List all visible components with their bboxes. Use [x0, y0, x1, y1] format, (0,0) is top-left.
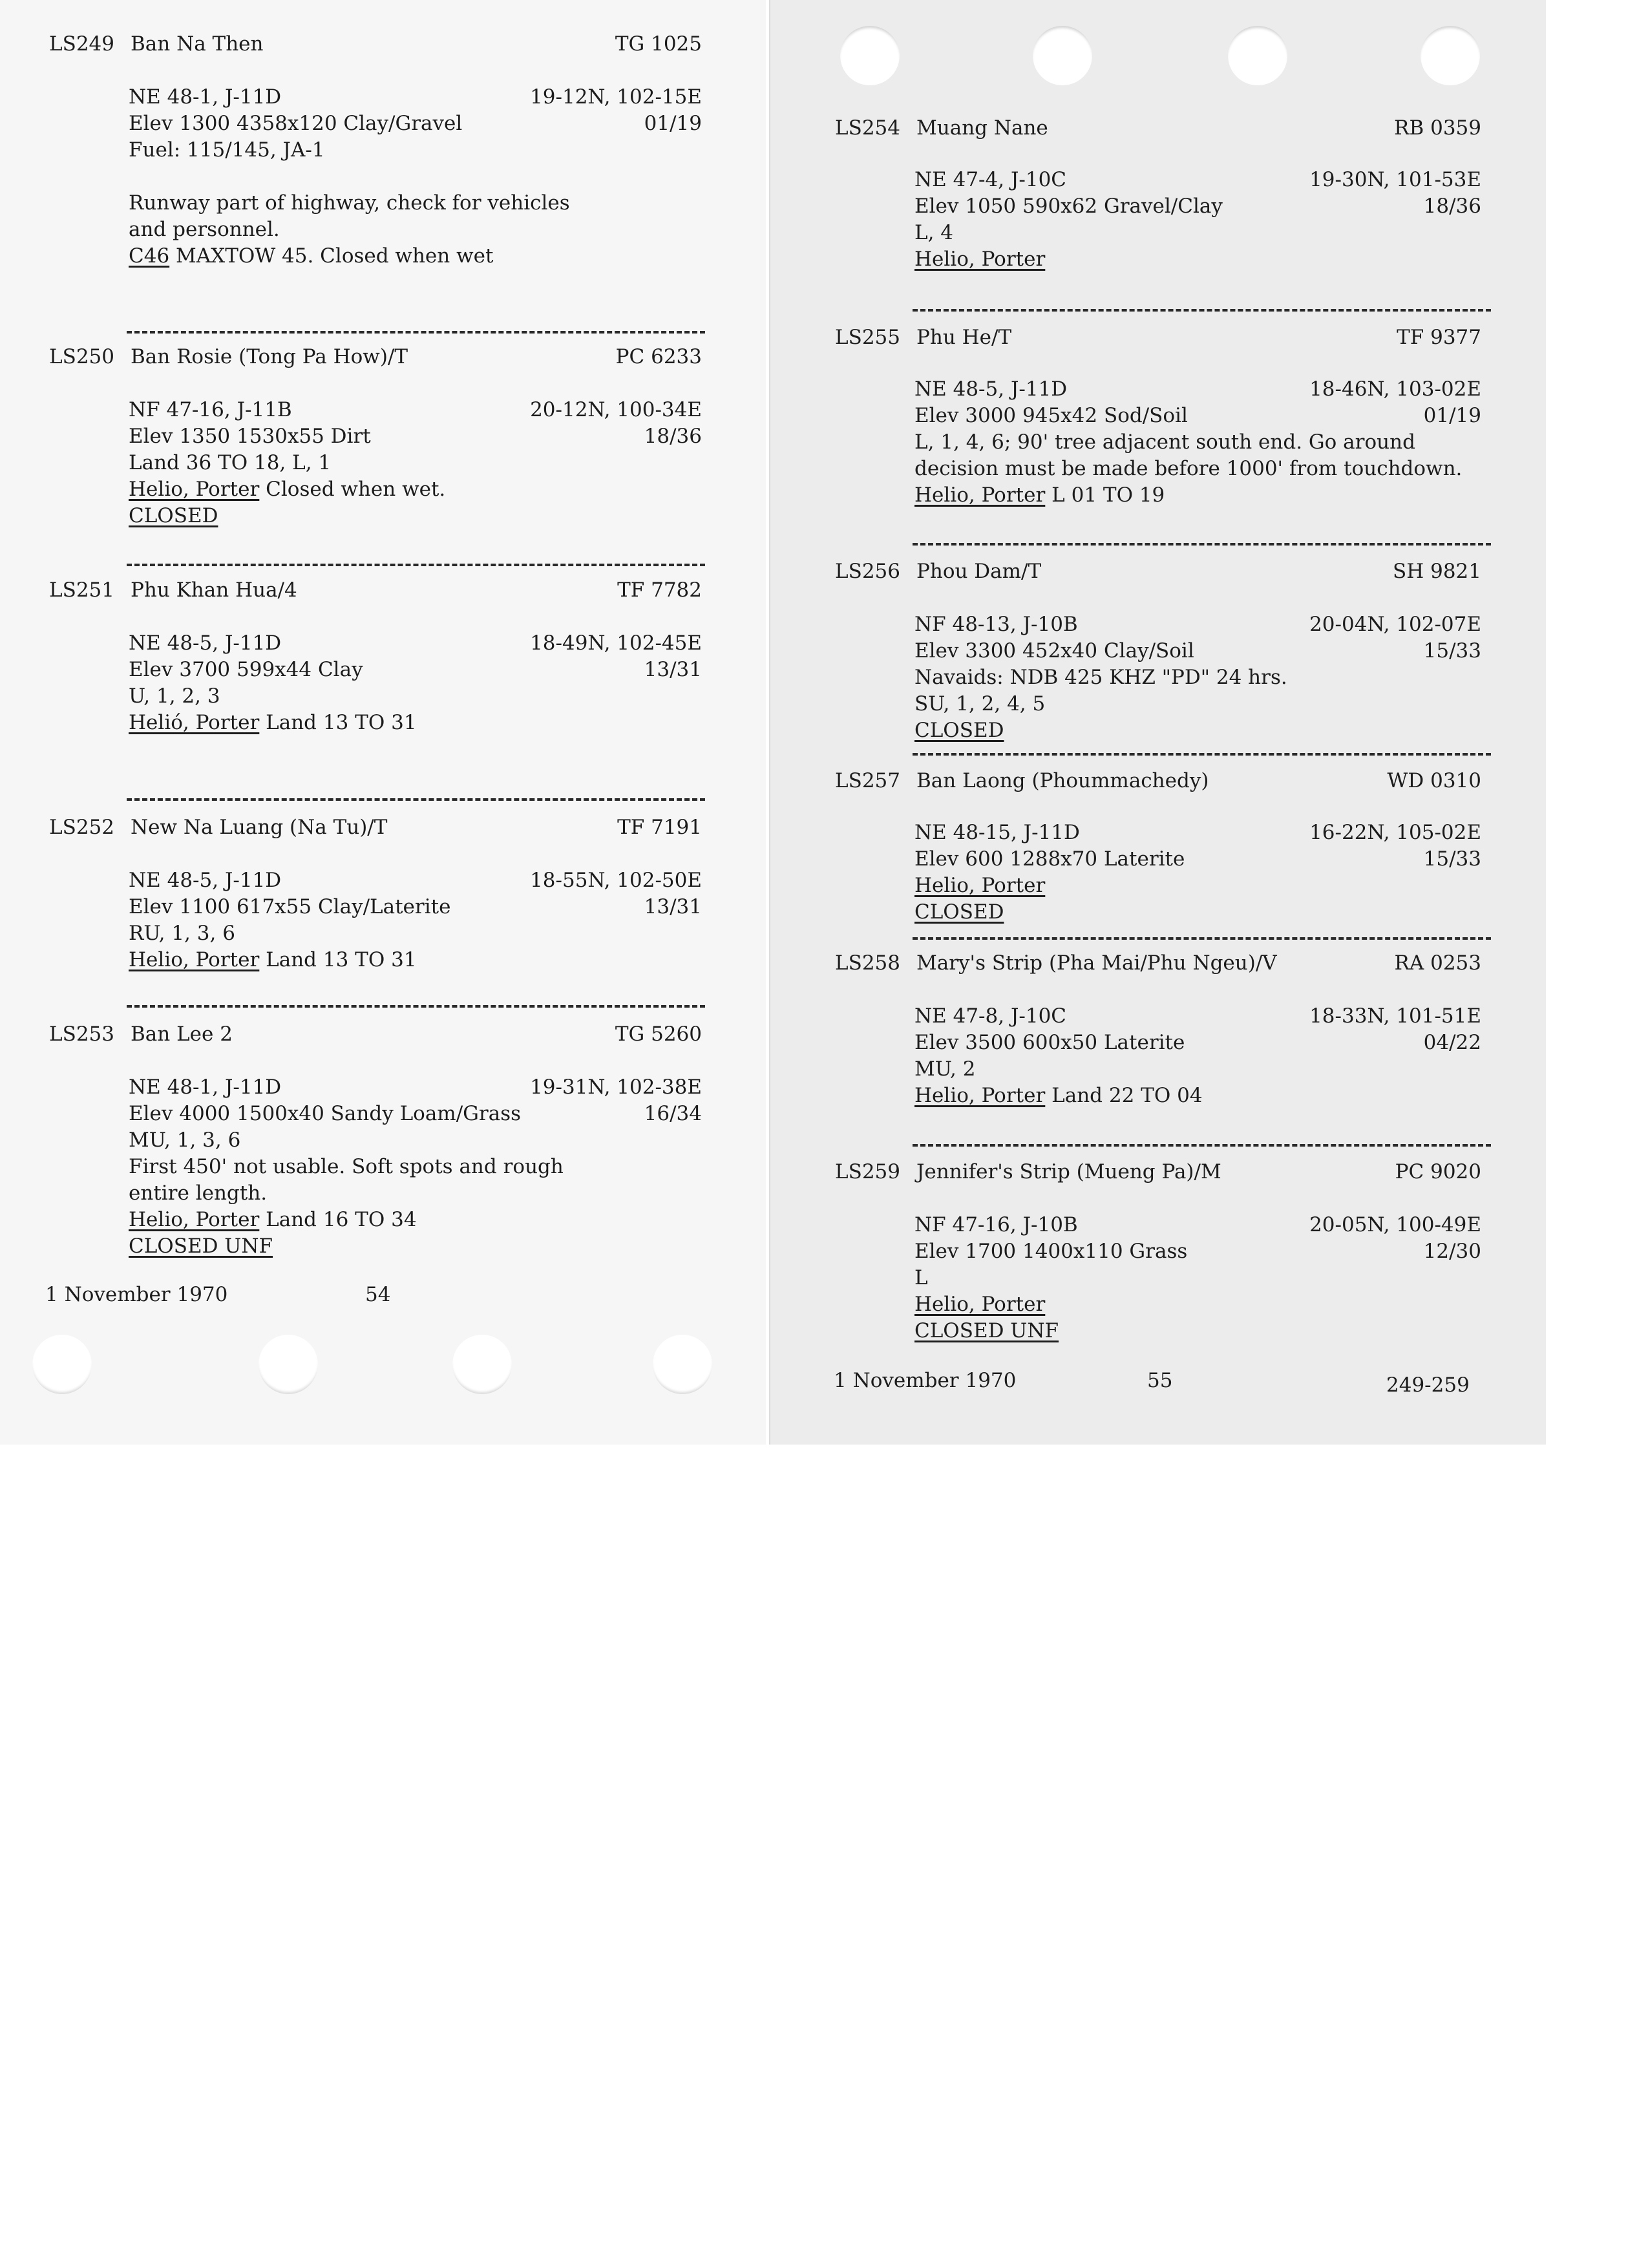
site-id: LS250 [49, 345, 114, 368]
aircraft-type: Helio, Porter [914, 483, 1046, 507]
footer-date: 1 November 1970 [45, 1283, 228, 1306]
status-closed: CLOSED UNF [129, 1235, 273, 1258]
grid-reference: TG 5260 [615, 1023, 702, 1046]
separator [127, 798, 705, 801]
category-line: MU, 2 [914, 1057, 976, 1081]
punch-hole-icon [1421, 26, 1480, 85]
site-name: Phou Dam/T [916, 560, 1042, 583]
grid-reference: RA 0253 [1394, 951, 1481, 975]
runway-heading: 12/30 [1423, 1240, 1481, 1263]
category-line: RU, 1, 3, 6 [129, 922, 235, 945]
category-line: U, 1, 2, 3 [129, 684, 220, 708]
category-line: L, 4 [914, 221, 954, 244]
separator [913, 937, 1491, 940]
site-name: Ban Na Then [131, 32, 264, 56]
category-line: MU, 1, 3, 6 [129, 1129, 241, 1152]
punch-hole-icon [32, 1335, 92, 1394]
punch-hole-icon [840, 26, 900, 85]
site-name: Mary's Strip (Pha Mai/Phu Ngeu)/V [916, 951, 1277, 975]
coordinates: 18-55N, 102-50E [530, 869, 702, 892]
coordinates: 20-12N, 100-34E [530, 398, 702, 421]
chart-line: NE 48-5, J-11D [129, 869, 282, 892]
coordinates: 19-30N, 101-53E [1309, 168, 1481, 191]
coordinates: 19-31N, 102-38E [530, 1076, 702, 1099]
navaids-line: Navaids: NDB 425 KHZ "PD" 24 hrs. [914, 666, 1287, 689]
runway-heading: 15/33 [1423, 847, 1481, 871]
footer-date: 1 November 1970 [834, 1369, 1017, 1392]
status-closed: CLOSED UNF [914, 1319, 1059, 1342]
punch-hole-icon [259, 1335, 318, 1394]
elevation-line: Elev 1700 1400x110 Grass [914, 1240, 1188, 1263]
airstrip-entry [49, 814, 702, 971]
site-id: LS249 [49, 32, 114, 56]
coordinates: 20-04N, 102-07E [1309, 613, 1481, 636]
chart-line: NE 48-5, J-11D [914, 377, 1068, 401]
chart-line: NE 48-5, J-11D [129, 631, 282, 655]
elevation-line: Elev 600 1288x70 Laterite [914, 847, 1185, 871]
separator [127, 1005, 705, 1008]
separator [913, 753, 1491, 756]
separator [913, 309, 1491, 312]
chart-line: NE 47-4, J-10C [914, 168, 1067, 191]
remark-line: Runway part of highway, check for vehicles [129, 191, 570, 215]
separator [913, 1144, 1491, 1147]
punch-hole-icon [1033, 26, 1092, 85]
site-name: Ban Rosie (Tong Pa How)/T [131, 345, 408, 368]
elevation-line: Elev 4000 1500x40 Sandy Loam/Grass [129, 1102, 522, 1125]
site-id: LS259 [835, 1160, 900, 1183]
remark-text: Land 13 TO 31 [259, 711, 417, 734]
grid-reference: RB 0359 [1394, 116, 1481, 140]
runway-heading: 15/33 [1423, 639, 1481, 662]
coordinates: 19-12N, 102-15E [530, 85, 702, 109]
chart-line: NF 47-16, J-10B [914, 1213, 1078, 1236]
category-line: SU, 1, 2, 4, 5 [914, 692, 1046, 715]
chart-line: NE 48-15, J-11D [914, 821, 1080, 844]
remark-text: Closed when wet. [259, 478, 446, 501]
remark-text: Land 16 TO 34 [259, 1208, 417, 1231]
grid-reference: TF 7782 [617, 578, 702, 602]
elevation-line: Elev 1050 590x62 Gravel/Clay [914, 195, 1223, 218]
status-closed: CLOSED [914, 900, 1004, 924]
remark-line: First 450' not usable. Soft spots and rough [129, 1155, 564, 1178]
elevation-line: Elev 3300 452x40 Clay/Soil [914, 639, 1194, 662]
runway-heading: 18/36 [1423, 195, 1481, 218]
fuel-line: Fuel: 115/145, JA-1 [129, 138, 325, 162]
grid-reference: TF 7191 [617, 816, 702, 839]
site-id: LS252 [49, 816, 114, 839]
aircraft-type: Helio, Porter [914, 248, 1046, 271]
page-range: 249-259 [1386, 1373, 1470, 1397]
remark-text: L 01 TO 19 [1045, 483, 1165, 507]
runway-heading: 01/19 [1423, 404, 1481, 427]
elevation-line: Elev 3500 600x50 Laterite [914, 1031, 1185, 1054]
separator [913, 543, 1491, 546]
elevation-line: Elev 1300 4358x120 Clay/Gravel [129, 112, 463, 135]
site-name: Jennifer's Strip (Mueng Pa)/M [916, 1160, 1221, 1183]
site-id: LS257 [835, 769, 900, 792]
airstrip-entry [835, 324, 1481, 507]
site-name: Phu Khan Hua/4 [131, 578, 297, 602]
coordinates: 18-46N, 103-02E [1309, 377, 1481, 401]
airstrip-entry [49, 344, 702, 527]
category-line: L [914, 1266, 928, 1289]
site-id: LS254 [835, 116, 900, 140]
elevation-line: Elev 1100 617x55 Clay/Laterite [129, 895, 451, 918]
chart-line: NE 48-1, J-11D [129, 85, 282, 109]
site-id: LS258 [835, 951, 900, 975]
chart-line: NE 48-1, J-11D [129, 1076, 282, 1099]
grid-reference: TG 1025 [615, 32, 702, 56]
separator [127, 331, 705, 334]
runway-heading: 04/22 [1423, 1031, 1481, 1054]
page-number: 54 [365, 1283, 391, 1306]
elevation-line: Elev 3700 599x44 Clay [129, 658, 363, 681]
page-number: 55 [1147, 1369, 1173, 1392]
status-closed: CLOSED [129, 504, 218, 527]
landing-line: Land 36 TO 18, L, 1 [129, 451, 332, 474]
remark-text: Land 22 TO 04 [1045, 1084, 1203, 1107]
aircraft-type: Helio, Porter [129, 948, 260, 971]
punch-hole-icon [1228, 26, 1287, 85]
site-name: Ban Lee 2 [131, 1023, 233, 1046]
site-name: Phu He/T [916, 326, 1012, 349]
aircraft-type: Helio, Porter [129, 1208, 260, 1231]
grid-reference: TF 9377 [1397, 326, 1481, 349]
site-id: LS251 [49, 578, 114, 602]
site-name: Ban Laong (Phoummachedy) [916, 769, 1209, 792]
grid-reference: WD 0310 [1387, 769, 1481, 792]
site-id: LS253 [49, 1023, 114, 1046]
runway-heading: 13/31 [644, 658, 702, 681]
site-id: LS256 [835, 560, 900, 583]
aircraft-type: Helio, Porter [914, 1084, 1046, 1107]
aircraft-type: Helió, Porter [129, 711, 260, 734]
grid-reference: PC 9020 [1395, 1160, 1481, 1183]
grid-reference: PC 6233 [615, 345, 702, 368]
coordinates: 18-33N, 101-51E [1309, 1004, 1481, 1028]
airstrip-entry [835, 115, 1481, 271]
chart-line: NE 47-8, J-10C [914, 1004, 1067, 1028]
aircraft-type: Helio, Porter [914, 1293, 1046, 1316]
grid-reference: SH 9821 [1392, 560, 1481, 583]
runway-heading: 16/34 [644, 1102, 702, 1125]
remark-text: MAXTOW 45. Closed when wet [169, 244, 494, 268]
separator [127, 564, 705, 566]
coordinates: 20-05N, 100-49E [1309, 1213, 1481, 1236]
airstrip-entry [49, 577, 702, 734]
remark-line: decision must be made before 1000' from touchdown. [914, 457, 1463, 480]
runway-heading: 01/19 [644, 112, 702, 135]
airstrip-entry [49, 1021, 702, 1258]
airstrip-entry [835, 558, 1481, 742]
runway-heading: 13/31 [644, 895, 702, 918]
status-closed: CLOSED [914, 719, 1004, 742]
remark-line: entire length. [129, 1182, 268, 1205]
site-name: New Na Luang (Na Tu)/T [131, 816, 388, 839]
coordinates: 16-22N, 105-02E [1309, 821, 1481, 844]
airstrip-entry [835, 768, 1481, 924]
remark-text: Land 13 TO 31 [259, 948, 417, 971]
remark-line: L, 1, 4, 6; 90' tree adjacent south end. Go around [914, 430, 1415, 454]
airstrip-entry [835, 950, 1481, 1107]
remark-line: and personnel. [129, 218, 280, 241]
punch-hole-icon [653, 1335, 712, 1394]
aircraft-type: C46 [129, 244, 170, 268]
site-id: LS255 [835, 326, 900, 349]
elevation-line: Elev 3000 945x42 Sod/Soil [914, 404, 1188, 427]
chart-line: NF 47-16, J-11B [129, 398, 292, 421]
punch-hole-icon [452, 1335, 512, 1394]
elevation-line: Elev 1350 1530x55 Dirt [129, 425, 371, 448]
chart-line: NF 48-13, J-10B [914, 613, 1078, 636]
airstrip-entry [49, 31, 702, 268]
aircraft-type: Helio, Porter [914, 874, 1046, 897]
coordinates: 18-49N, 102-45E [530, 631, 702, 655]
runway-heading: 18/36 [644, 425, 702, 448]
airstrip-entry [835, 1159, 1481, 1342]
site-name: Muang Nane [916, 116, 1048, 140]
aircraft-type: Helio, Porter [129, 478, 260, 501]
